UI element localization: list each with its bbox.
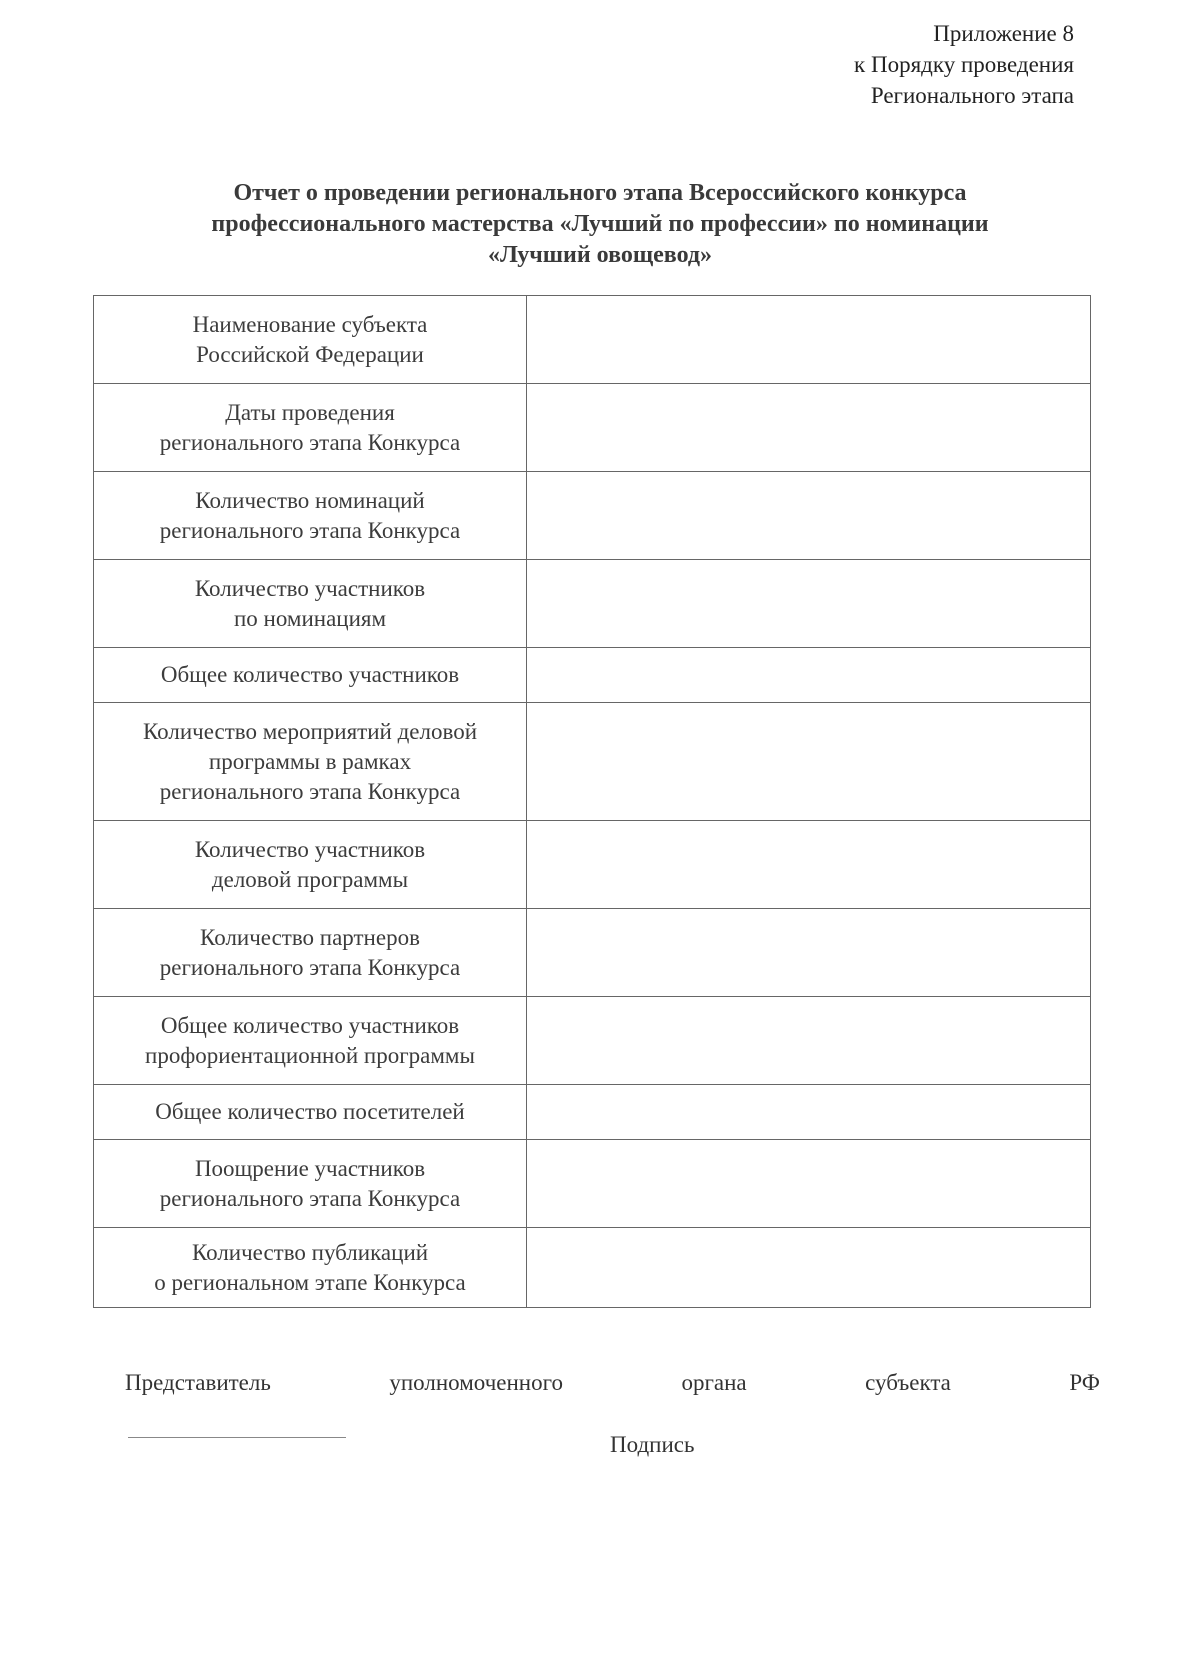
row-label (94, 384, 527, 472)
row-value-cell[interactable] (527, 384, 1091, 472)
row-label-line: Количество мероприятий деловой (142, 718, 478, 744)
row-label-line: Количество партнеров (200, 924, 420, 950)
row-label-line: по номинациям (233, 605, 387, 631)
row-label-line: Общее количество посетителей (155, 1099, 465, 1124)
signature-word: органа (681, 1370, 747, 1395)
table-row (94, 296, 1091, 384)
report-table-body (94, 296, 1091, 1308)
table-row (94, 384, 1091, 472)
row-value-cell[interactable] (527, 703, 1091, 821)
row-label-line: регионального этапа Конкурса (159, 954, 461, 980)
table-row (94, 1140, 1091, 1228)
title-line-2: профессионального мастерства «Лучший по профессии» по номинации (211, 211, 989, 237)
row-label-line: Общее количество участников (160, 662, 460, 687)
row-value-cell[interactable] (527, 821, 1091, 909)
row-label (94, 997, 527, 1085)
row-label-line: Наименование субъекта (192, 311, 428, 337)
row-label (94, 296, 527, 384)
appendix-stage: Регионального этапа (870, 83, 1074, 108)
table-row (94, 909, 1091, 997)
appendix-header (854, 18, 1074, 111)
row-label-line: о региональном этапе Конкурса (154, 1269, 466, 1295)
row-label-line: профориентационной программы (145, 1042, 475, 1068)
signature-word: субъекта (865, 1370, 951, 1395)
row-label-line: Даты проведения (225, 399, 395, 425)
table-row (94, 560, 1091, 648)
row-label (94, 472, 527, 560)
signature-line (125, 1370, 1100, 1396)
row-value-cell[interactable] (527, 1085, 1091, 1140)
table-row (94, 1228, 1091, 1308)
row-label-line: Общее количество участников (160, 1012, 460, 1038)
table-row (94, 1085, 1091, 1140)
signature-word: Представитель (125, 1370, 271, 1395)
row-label (94, 703, 527, 821)
row-value-cell[interactable] (527, 1228, 1091, 1308)
table-row (94, 997, 1091, 1085)
row-value-cell[interactable] (527, 1140, 1091, 1228)
row-label (94, 1140, 527, 1228)
row-label (94, 909, 527, 997)
row-label-line: Поощрение участников (194, 1155, 426, 1181)
appendix-number: Приложение 8 (933, 21, 1074, 46)
row-label-line: Количество номинаций (195, 487, 425, 513)
row-value-cell[interactable] (527, 472, 1091, 560)
document-title (100, 178, 1100, 271)
row-label-line: регионального этапа Конкурса (159, 778, 461, 804)
row-label-line: программы в рамках (208, 748, 412, 774)
row-label-line: регионального этапа Конкурса (159, 429, 461, 455)
row-label-line: регионального этапа Конкурса (159, 517, 461, 543)
row-label (94, 1228, 527, 1308)
signature-underline (128, 1437, 346, 1438)
row-label-line: Количество участников (194, 836, 426, 862)
table-row (94, 648, 1091, 703)
table-row (94, 703, 1091, 821)
row-label (94, 560, 527, 648)
table-row (94, 472, 1091, 560)
row-label (94, 821, 527, 909)
row-value-cell[interactable] (527, 909, 1091, 997)
table-row (94, 821, 1091, 909)
signature-word: РФ (1069, 1370, 1100, 1395)
report-table (93, 295, 1091, 1308)
title-line-3: «Лучший овощевод» (487, 242, 713, 268)
row-label-line: Количество участников (194, 575, 426, 601)
row-value-cell[interactable] (527, 560, 1091, 648)
row-label-line: деловой программы (211, 866, 409, 892)
row-label (94, 648, 527, 703)
signature-caption: Подпись (610, 1432, 695, 1457)
row-value-cell[interactable] (527, 648, 1091, 703)
signature-word: уполномоченного (389, 1370, 563, 1395)
row-label-line: Количество публикаций (191, 1239, 429, 1265)
row-label (94, 1085, 527, 1140)
row-value-cell[interactable] (527, 296, 1091, 384)
row-value-cell[interactable] (527, 997, 1091, 1085)
appendix-reference: к Порядку проведения (854, 52, 1074, 77)
row-label-line: Российской Федерации (196, 341, 424, 367)
title-line-1: Отчет о проведении регионального этапа Всероссийского конкурса (233, 180, 967, 206)
row-label-line: регионального этапа Конкурса (159, 1185, 461, 1211)
